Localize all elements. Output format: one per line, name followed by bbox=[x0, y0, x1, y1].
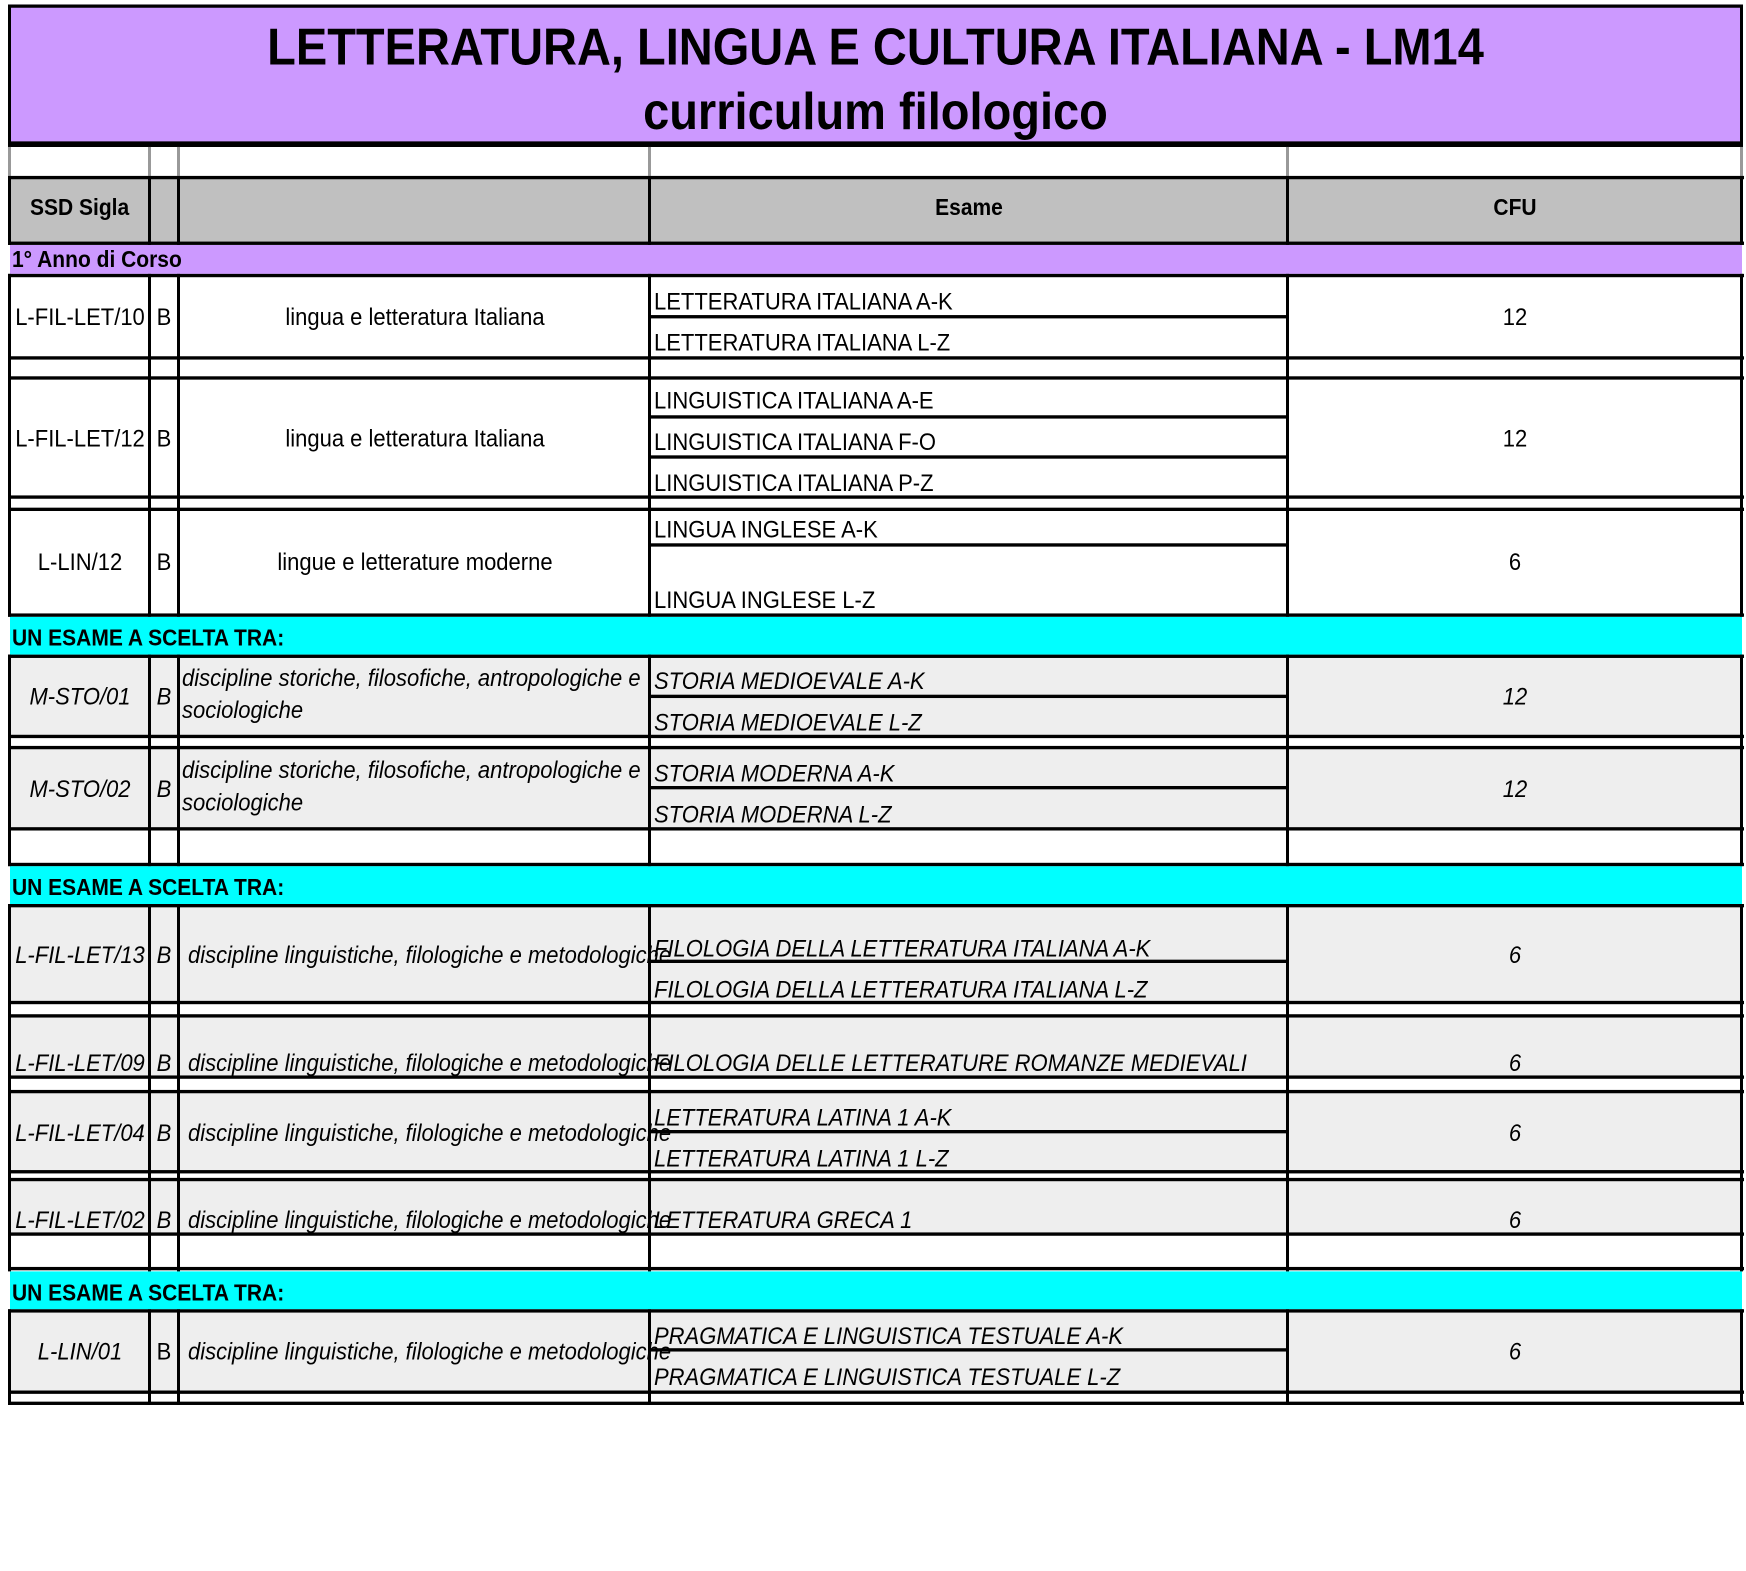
page-subtitle: curriculum filologico bbox=[643, 81, 1108, 141]
cfu-value: 12 bbox=[1502, 302, 1528, 331]
cfu-value: 12 bbox=[1502, 424, 1528, 452]
exam-name: LETTERATURA GRECA 1 bbox=[654, 1205, 913, 1234]
exam-name: LINGUA INGLESE A-K bbox=[654, 515, 878, 544]
ssd-code: L-LIN/12 bbox=[37, 547, 123, 576]
ambito: lingue e letterature moderne bbox=[277, 547, 553, 576]
exam-name: LINGUISTICA ITALIANA F-O bbox=[654, 427, 936, 456]
sigla: B bbox=[156, 774, 172, 803]
exam-name: FILOLOGIA DELLA LETTERATURA ITALIANA A-K bbox=[654, 934, 1151, 962]
cfu-value: 6 bbox=[1508, 1205, 1522, 1234]
cfu-value: 6 bbox=[1508, 940, 1522, 969]
exam-name: FILOLOGIA DELLE LETTERATURE ROMANZE MEDIEVALI bbox=[654, 1048, 1247, 1077]
exam-name: LETTERATURA LATINA 1 A-K bbox=[654, 1103, 952, 1132]
ssd-code: L-FIL-LET/02 bbox=[15, 1205, 145, 1234]
exam-name: STORIA MEDIOEVALE L-Z bbox=[654, 708, 922, 736]
ambito: lingua e letteratura Italiana bbox=[285, 302, 545, 331]
ambito: discipline storiche, filosofiche, antropologiche e sociologiche bbox=[182, 755, 641, 817]
ambito: discipline linguistiche, filologiche e metodologiche bbox=[188, 1205, 672, 1234]
year-label: 1° Anno di Corso bbox=[12, 247, 182, 273]
header-esame: Esame bbox=[935, 194, 1003, 221]
exam-name: LINGUISTICA ITALIANA A-E bbox=[654, 386, 934, 415]
page-title: LETTERATURA, LINGUA E CULTURA ITALIANA - LM14 bbox=[267, 16, 1484, 76]
exam-name: STORIA MEDIOEVALE A-K bbox=[654, 666, 925, 695]
cfu-value: 6 bbox=[1508, 1118, 1522, 1147]
exam-name: FILOLOGIA DELLA LETTERATURA ITALIANA L-Z bbox=[654, 975, 1148, 1004]
ambito: discipline linguistiche, filologiche e metodologiche bbox=[188, 1337, 672, 1365]
ambito: lingua e letteratura Italiana bbox=[285, 424, 545, 452]
ambito: discipline linguistiche, filologiche e metodologiche bbox=[188, 940, 672, 969]
exam-name: LETTERATURA ITALIANA A-K bbox=[654, 287, 953, 316]
sigla: B bbox=[156, 547, 172, 576]
ssd-code: L-FIL-LET/09 bbox=[15, 1048, 145, 1077]
cfu-value: 6 bbox=[1508, 1048, 1522, 1077]
exam-name: LINGUA INGLESE L-Z bbox=[654, 585, 876, 614]
exam-name: STORIA MODERNA A-K bbox=[654, 759, 895, 788]
sigla: B bbox=[156, 1118, 172, 1147]
sigla: B bbox=[156, 302, 172, 331]
exam-name: LETTERATURA LATINA 1 L-Z bbox=[654, 1144, 949, 1173]
exam-name: PRAGMATICA E LINGUISTICA TESTUALE L-Z bbox=[654, 1362, 1121, 1391]
exam-name: PRAGMATICA E LINGUISTICA TESTUALE A-K bbox=[654, 1321, 1124, 1350]
ssd-code: L-FIL-LET/10 bbox=[15, 302, 145, 331]
scelta-label: UN ESAME A SCELTA TRA: bbox=[12, 1280, 285, 1306]
ssd-code: L-FIL-LET/12 bbox=[15, 424, 145, 452]
ambito: discipline linguistiche, filologiche e metodologiche bbox=[188, 1118, 672, 1147]
ambito: discipline storiche, filosofiche, antropologiche e sociologiche bbox=[182, 663, 641, 724]
cfu-value: 12 bbox=[1502, 682, 1528, 711]
cfu-value: 6 bbox=[1508, 1337, 1522, 1365]
cfu-value: 12 bbox=[1502, 774, 1528, 803]
sigla: B bbox=[156, 1205, 172, 1234]
exam-name: LINGUISTICA ITALIANA P-Z bbox=[654, 468, 934, 497]
sigla: B bbox=[156, 940, 172, 969]
exam-name: LETTERATURA ITALIANA L-Z bbox=[654, 328, 951, 357]
header-cfu: CFU bbox=[1493, 194, 1537, 221]
sigla: B bbox=[156, 424, 172, 452]
sigla: B bbox=[156, 1048, 172, 1077]
sigla: B bbox=[156, 682, 172, 711]
ssd-code: M-STO/02 bbox=[29, 774, 131, 803]
scelta-label: UN ESAME A SCELTA TRA: bbox=[12, 875, 285, 901]
ssd-code: M-STO/01 bbox=[29, 682, 131, 711]
year-row-bg bbox=[10, 245, 1742, 274]
cfu-value: 6 bbox=[1508, 547, 1522, 576]
exam-name: STORIA MODERNA L-Z bbox=[654, 800, 892, 829]
scelta-label: UN ESAME A SCELTA TRA: bbox=[12, 625, 285, 652]
header-ssd-sigla: SSD Sigla bbox=[30, 194, 130, 221]
ssd-code: L-FIL-LET/13 bbox=[15, 940, 145, 969]
ssd-code: L-FIL-LET/04 bbox=[15, 1118, 145, 1147]
ambito: discipline linguistiche, filologiche e metodologiche bbox=[188, 1048, 672, 1077]
sigla: B bbox=[156, 1337, 172, 1365]
ssd-code: L-LIN/01 bbox=[37, 1337, 123, 1365]
